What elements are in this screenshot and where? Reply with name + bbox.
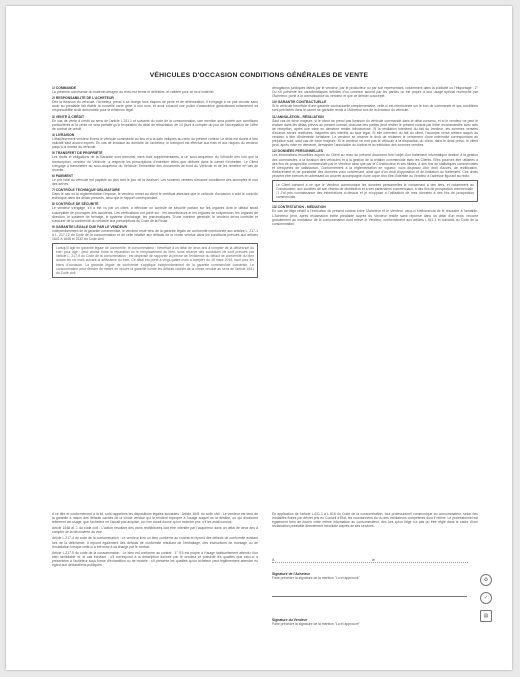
section-10 xyxy=(272,100,478,112)
section-title: 11/ ANNULATION - RÉSILIATION xyxy=(272,114,324,119)
section-8 xyxy=(52,202,258,222)
buyer-signature-title: Signature de l'Acheteur xyxy=(272,572,310,576)
section-title: 2/ RESPONSABILITÉ DE L'ACHETEUR xyxy=(52,96,114,101)
section-title: 6/ PAIEMENT xyxy=(52,173,74,178)
consent-text: Le Client consent à ce que le Vendeur communique les données personnelles le concernant à des tiers, et notamment au Constructeur, aux sociétés de son réseau de distribution et à ses partenaires commerciaux, à des fins de prospection commerciale. ☐ J'ai pris connaissance des informations ci-dessus et je m'oppose à l'utilisation de mes données à des fins de prospection commerciale. xyxy=(276,182,474,200)
seller-signature xyxy=(272,618,462,626)
recycle-icon: ♻ xyxy=(480,574,492,586)
date-label: le xyxy=(372,558,375,562)
section-5 xyxy=(52,151,258,171)
section-title: 4/ LIVRAISON xyxy=(52,132,75,137)
buyer-signature xyxy=(272,572,462,580)
section-body: La présente commande du matériel désigné au recto est ferme et définitive, et validée pour ce seul matériel. xyxy=(52,90,215,95)
section-body: Si le véhicule bénéficie d'une garantie contractuelle complémentaire, celle-ci est mentionnée sur le bon de commande et ses conditions sont précisées dans le carnet de garantie remis à l'Acheteur lors de la livraison du véhicule. xyxy=(272,104,478,113)
seller-signature-title: Signature du Vendeur xyxy=(272,618,308,622)
left-column xyxy=(52,86,258,281)
document-page xyxy=(6,6,512,670)
section-body: Les informations recueillies auprès du Client au recto du présent document font l'objet d'un traitement informatique destiné à la gestion des commandes, à la livraison des véhicules et à la gestion de la relation commerciale avec les Clients. Elles pourront être utilisées à des fins de prospection commerciale par le Vendeur ainsi que par le Constructeur et ses filiales, à des fins de statistiques commerciales et d'enquêtes de satisfaction. Conformément à la réglementation en vigueur, vous disposez d'un droit d'accès, de rectification, d'effacement et de portabilité des données vous concernant, ainsi que d'un droit d'opposition et de limitation du traitement. Ces droits peuvent être exercés en adressant un courrier accompagné d'une copie d'un titre d'identité au Vendeur à l'adresse figurant au recto. xyxy=(272,153,478,178)
buyer-signature-line xyxy=(272,596,467,597)
place-label: À xyxy=(272,558,275,562)
section-title: 13/ CONTESTATION - MÉDIATION xyxy=(272,205,326,210)
legal-guarantee-box: Lorsqu'il agit en garantie légale de conformité, le consommateur : bénéficie d'un délai de deux ans à compter de la délivrance du bien pour agir ; peut choisir entre la réparation ou le remplacement du bien, sous réserve des conditions de coût prévues par l'article L. 217-9 du Code de la consommation ; est dispensé de rapporter la preuve de l'existence du défaut de conformité du bien durant les six mois suivant la délivrance du bien. Ce délai est porté à vingt-quatre mois à compter du 18 mars 2016, sauf pour les biens d'occasion. La garantie légale de conformité s'applique indépendamment de la garantie commerciale consentie. Le consommateur peut décider de mettre en oeuvre la garantie contre les défauts cachés de la chose vendue au sens de l'article 1641 du Code civil. xyxy=(52,243,258,278)
section-2 xyxy=(52,96,258,112)
section-body: Indépendamment de la garantie commerciale, le vendeur reste tenu de la garantie légale de conformité mentionnée aux articles L. 217-1 à L. 217-12 du Code de la consommation et de celle relative aux défauts de la chose vendue dans les conditions prévues aux articles 1641 à 1648 et 2232 du Code civil. xyxy=(52,228,258,242)
legal-paragraph: Article 1648 al. 1 du code civil : L'action résultant des vices rédhibitoires doit être intentée par l'acquéreur dans un délai de deux ans à compter de la découverte du vice. xyxy=(52,526,258,535)
cert-icon: ✓ xyxy=(480,592,492,604)
section-title: 7/ CONTRÔLE TECHNIQUE OBLIGATOIRE xyxy=(52,188,120,193)
section-body: Le prix total du véhicule est payable au plus tard le jour de la livraison. Les sommes versées d'avance constituent des acomptes et non des arrhes. xyxy=(52,177,258,186)
section-body: L'établissement vendeur livrera le véhicule commandé au lieu et à la date indiqués au recto du présent contrat. Le délai est donné à titre indicatif sauf accord exprès. En cas de livraison au domicile de l'acheteur, le transport est effectué aux frais et aux risques du vendeur jusqu'à la remise du véhicule. xyxy=(52,137,258,150)
section-body: Dans le cas où la réglementation l'impose, le vendeur remet au client le certificat attestant que le véhicule d'occasion a subi le contrôle technique dans les délais prescrits, ainsi que le rapport correspondant. xyxy=(52,192,258,201)
section-body: En cas de vente à crédit au sens de l'article L.311.1 et suivants du code de la consommation, une mention sera portée aux conditions particulières et la vente ne sera parfaite qu'à l'expiration du délai de rétractation de 14 jours à compter du jour de l'acceptation de l'offre de contrat de crédit. xyxy=(52,118,258,131)
section-body: Sauf cas de force majeure, si le client ne prend pas livraison du véhicule commandé dans le délai convenu, et si le vendeur ne peut le réaliser dans les délais prévus au présent contrat, chacune des parties peut résilier le présent contrat par lettre recommandée avec avis de réception, après une mise en demeure restée infructueuse. Si la résiliation intervient du fait du vendeur, les sommes versées d'avance seront restituées, majorées des intérêts au taux légal. Si elle intervient du fait du client, l'acompte versé restera acquis au vendeur à titre d'indemnité forfaitaire. Le vendeur se réserve le droit de réclamer le versement d'une indemnité correspondant au préjudice subi, sauf cas de force majeure. Si le vendeur ne met pas le véhicule à la disposition du client, dans le délai prévu, le client peut, après mise en demeure, demander l'annulation du contrat et la restitution des sommes versées. xyxy=(272,118,478,148)
section-title: 9/ GARANTIE LÉGALE DUE PAR LE VENDEUR xyxy=(52,224,127,229)
section-body: Les droits et obligations de la Garantie sont transmis, sans frais supplémentaires, à un sous-acquéreur du Véhicule dès lors que la transcription, vendeur du Véhicule, a respecté les prescriptions d'entretien telles que définies dans le carnet d'entretien. Le Client s'engage à transmettre au sous-acquéreur du Véhicule, l'ensemble des documents de bord du Véhicule et de les remettre en cas de revente. xyxy=(52,155,258,172)
section-title: 5/ TRANSFERT DE PROPRIÉTÉ xyxy=(52,151,103,156)
legal-paragraph: Article L.217-4 du code de la consommation : Le vendeur livre un bien conforme au contrat et répond des défauts de conformité existant lors de la délivrance. Il répond également des défauts de conformité résultant de l'emballage, des instructions de montage ou de l'installation lorsque celle-ci a été mise à sa charge par le contrat. xyxy=(52,536,258,549)
stamp-icon: ▤ xyxy=(480,610,492,622)
section-3 xyxy=(52,115,258,131)
section-title: 1/ COMMANDE xyxy=(52,86,77,90)
section-4 xyxy=(52,133,258,149)
section-body: Le vendeur s'engage, s'il a été vu par un client, à effectuer un contrôle de sécurité portant sur les organes dont le défaut serait susceptible de provoquer des accidents. Les vérifications ont porté sur : les amortisseurs et les organes de suspension, les organes de direction, le système de freinage, le système d'éclairage, les pneumatiques. D'une manière générale, le vendeur devra contrôler et s'assurer de la conformité du véhicule aux prescriptions du Code de la Route. xyxy=(52,206,258,223)
section-continuation: dérogations juridiques faites par le vendeur, par le producteur ou par son représentant, notamment dans la publicité ou l'étiquetage ; 2° Ou s'il présente les caractéristiques définies d'un commun accord par les parties ou est propre à tout usage spécial recherché par l'Acheteur, porté à la connaissance du vendeur et que ce dernier a accepté. xyxy=(272,86,478,99)
section-body: Dès la livraison du véhicule, l'Acheteur prend à sa charge tous risques de perte et de détérioration, il s'engage à ne pas circuler sans avoir au préalable fait établir la nouvelle carte grise à son nom, et avoir souscrit une police d'assurance garantissant notamment sa responsabilité civile automobile pour le minimum légal. xyxy=(52,100,258,113)
section-1 xyxy=(52,86,258,94)
place-date-row xyxy=(272,558,468,562)
section-9 xyxy=(52,225,258,241)
section-11 xyxy=(272,115,478,148)
data-consent-box xyxy=(272,180,478,202)
section-title: 8/ CONTRÔLE DE SÉCURITÉ xyxy=(52,202,99,207)
place-date-line xyxy=(272,562,468,563)
legal-paragraph: A ce titre et conformément à la loi, sont rappelées les dispositions légales suivantes : Article 1641 du code civil : Le vendeur est tenu de la garantie à raison des défauts cachés de la chose vendue qui la rendent impropre à l'usage auquel on la destine, ou qui diminuent tellement cet usage, que l'acheteur ne l'aurait pas acquise, ou n'en aurait donné qu'un moindre prix, s'il les avait connus. xyxy=(52,512,258,525)
seller-signature-instruction: Faire précéder la signature de la mention "Lu et approuvé" xyxy=(272,622,360,627)
section-title: 12/ DONNÉES PERSONNELLES xyxy=(272,149,324,154)
section-12 xyxy=(272,149,478,178)
section-title: 10/ GARANTIE CONTRACTUELLE xyxy=(272,100,327,105)
right-column xyxy=(272,86,478,228)
section-body: En cas de litige relatif à l'exécution du présent contrat entre l'Acheteur et le Vendeur, ceux-ci s'efforceront de le résoudre à l'amiable. L'Acheteur peut, après réclamation écrite préalable auprès du Vendeur restée sans réponse dans un délai d'un mois, recourir gratuitement au médiateur de la consommation dont relève le Vendeur, conformément aux articles L.611-1 et suivants du Code de la consommation. xyxy=(272,209,478,226)
page-title: VÉHICULES D'OCCASION CONDITIONS GÉNÉRALES DE VENTE xyxy=(149,72,369,79)
section-6 xyxy=(52,174,258,186)
footer-icons xyxy=(479,574,493,628)
legal-paragraph: Article L.217-5 du code de la consommation : Le bien est conforme au contrat : 1° S'il est propre à l'usage habituellement attendu d'un bien semblable et, le cas échéant : s'il correspond à la description donnée par le vendeur et possède les qualités que celui-ci a présentées à l'acheteur sous forme d'échantillon ou de modèle ; s'il présente les qualités qu'un acheteur peut légitimement attendre eu égard aux déclarations publiques. xyxy=(52,550,258,568)
legal-articles xyxy=(52,512,258,569)
buyer-signature-instruction: Faire précéder la signature de la mention "Lu et approuvé" xyxy=(272,576,360,581)
section-7 xyxy=(52,188,258,200)
section-title: 3/ VENTE À CRÉDIT xyxy=(52,114,85,119)
section-13 xyxy=(272,205,478,225)
mediation-text: En application de l'article L.611-1 à L.616 du Code de la consommation, tout professionnel communique au consommateur, selon des modalités fixées par décret pris en Conseil d'État, les coordonnées du ou des médiateurs compétents dont il relève. Le professionnel est également tenu de fournir cette même information au consommateur, dès lors qu'un litige n'a pas pu être réglé dans le cadre d'une réclamation préalable directement introduite auprès de ses services. xyxy=(272,512,478,529)
